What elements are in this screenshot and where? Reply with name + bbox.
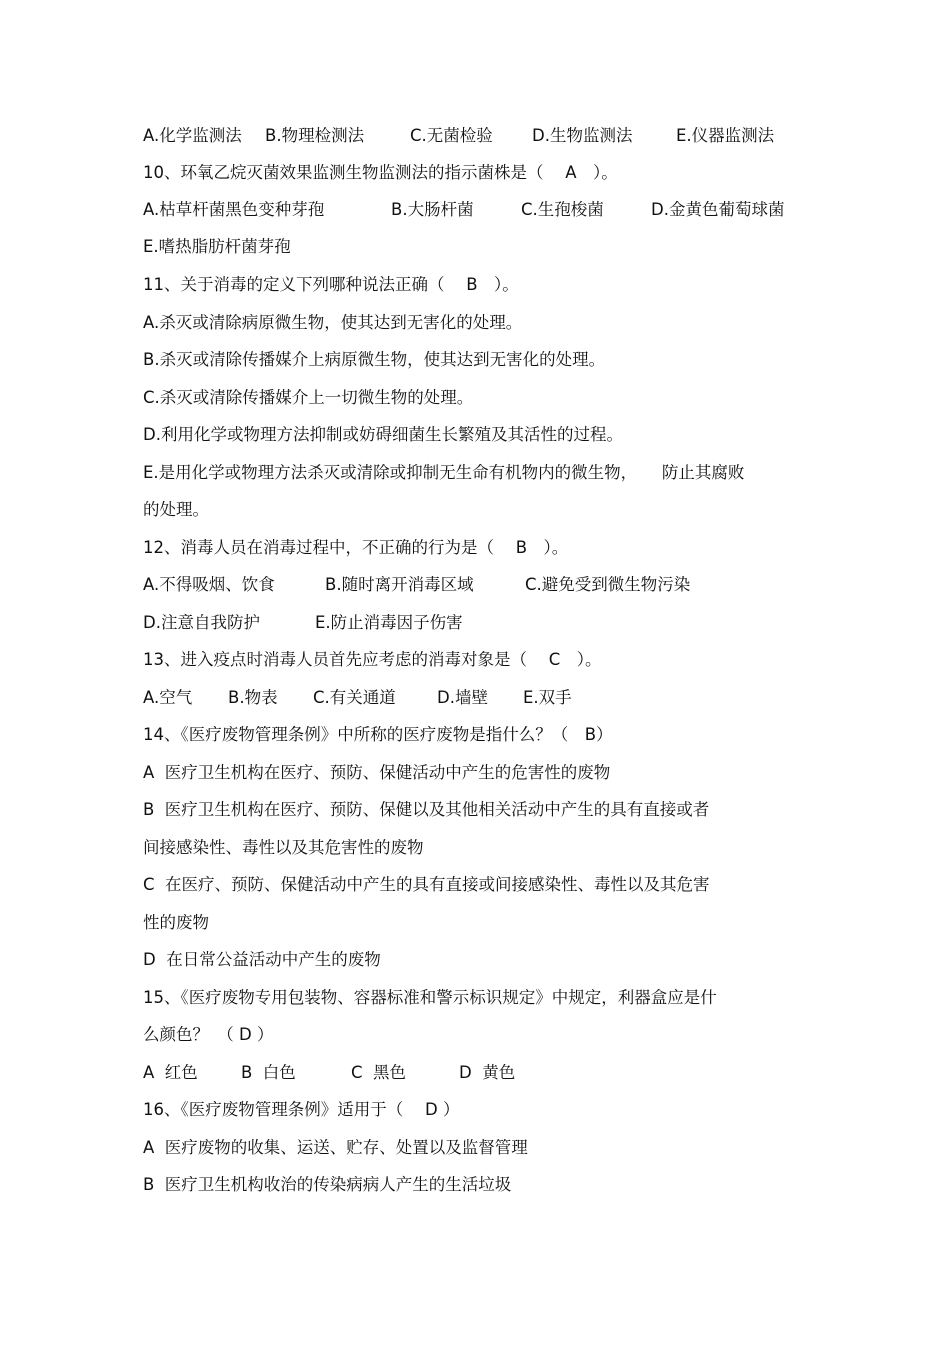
q9-option-e: E.仪器监测法 bbox=[676, 126, 775, 145]
q14-option-d: D 在日常公益活动中产生的废物 bbox=[143, 950, 381, 969]
q14-option-a: A 医疗卫生机构在医疗、预防、保健活动中产生的危害性的废物 bbox=[143, 763, 611, 782]
q11-option-b: B.杀灭或清除传播媒介上病原微生物，使其达到无害化的处理。 bbox=[143, 350, 606, 369]
question-13: 13、进入疫点时消毒人员首先应考虑的消毒对象是（ C ）。 bbox=[143, 650, 602, 669]
q12-option-b: B.随时离开消毒区域 bbox=[325, 575, 474, 594]
q16-option-b: B 医疗卫生机构收治的传染病病人产生的生活垃圾 bbox=[143, 1175, 512, 1194]
q14-option-c-cont: 性的废物 bbox=[143, 913, 209, 932]
q13-options-row bbox=[143, 686, 572, 710]
q14-option-c: C 在医疗、预防、保健活动中产生的具有直接或间接感染性、毒性以及其危害 bbox=[143, 875, 710, 894]
q15-option-b: B 白色 bbox=[241, 1063, 296, 1082]
q15-option-d: D 黄色 bbox=[459, 1063, 516, 1082]
question-10: 10、环氧乙烷灭菌效果监测生物监测法的指示菌株是（ A ）。 bbox=[143, 163, 618, 182]
q9-option-a: A.化学监测法 bbox=[143, 126, 242, 145]
q12-option-d: D.注意自我防护 bbox=[143, 613, 260, 632]
q13-option-e: E.双手 bbox=[523, 688, 572, 707]
q14-option-b: B 医疗卫生机构在医疗、预防、保健以及其他相关活动中产生的具有直接或者 bbox=[143, 800, 710, 819]
q10-option-b: B.大肠杆菌 bbox=[391, 200, 474, 219]
q16-option-a: A 医疗废物的收集、运送、贮存、处置以及监督管理 bbox=[143, 1138, 528, 1157]
q11-option-e-cont: 的处理。 bbox=[143, 500, 209, 519]
q10-option-e: E.嗜热脂肪杆菌芽孢 bbox=[143, 237, 291, 256]
q10-option-a: A.枯草杆菌黑色变种芽孢 bbox=[143, 200, 325, 219]
q11-option-c: C.杀灭或清除传播媒介上一切微生物的处理。 bbox=[143, 388, 474, 407]
q14-option-b-cont: 间接感染性、毒性以及其危害性的废物 bbox=[143, 838, 424, 857]
q11-option-d: D.利用化学或物理方法抑制或妨碍细菌生长繁殖及其活性的过程。 bbox=[143, 425, 623, 444]
q11-option-e: E.是用化学或物理方法杀灭或清除或抑制无生命有机物内的微生物， 防止其腐败 bbox=[143, 463, 745, 482]
q10-options-row bbox=[143, 198, 784, 222]
q15-option-a: A 红色 bbox=[143, 1063, 198, 1082]
q9-option-b: B.物理检测法 bbox=[265, 126, 365, 145]
q11-option-a: A.杀灭或清除病原微生物，使其达到无害化的处理。 bbox=[143, 313, 523, 332]
q10-option-d: D.金黄色葡萄球菌 bbox=[651, 200, 785, 219]
q12-option-a: A.不得吸烟、饮食 bbox=[143, 575, 275, 594]
q10-option-e-row bbox=[143, 235, 291, 259]
question-14: 14、《医疗废物管理条例》中所称的医疗废物是指什么？（ B） bbox=[143, 725, 613, 744]
q13-option-b: B.物表 bbox=[228, 688, 278, 707]
q13-option-c: C.有关通道 bbox=[313, 688, 396, 707]
q12-option-e: E.防止消毒因子伤害 bbox=[315, 613, 463, 632]
q9-option-c: C.无菌检验 bbox=[410, 126, 493, 145]
q13-option-d: D.墙壁 bbox=[437, 688, 488, 707]
q13-option-a: A.空气 bbox=[143, 688, 193, 707]
q12-options-row-2 bbox=[143, 611, 463, 635]
question-16: 16、《医疗废物管理条例》适用于（ D ） bbox=[143, 1100, 460, 1119]
question-15: 15、《医疗废物专用包装物、容器标准和警示标识规定》中规定，利器盒应是什 bbox=[143, 988, 717, 1007]
question-11: 11、关于消毒的定义下列哪种说法正确（ B ）。 bbox=[143, 275, 519, 294]
q9-options-row bbox=[143, 124, 774, 148]
q15-option-c: C 黑色 bbox=[351, 1063, 407, 1082]
q10-option-c: C.生孢梭菌 bbox=[521, 200, 604, 219]
question-15-cont: 么颜色？ （ D ） bbox=[143, 1025, 274, 1044]
q9-option-d: D.生物监测法 bbox=[532, 126, 633, 145]
q12-option-c: C.避免受到微生物污染 bbox=[525, 575, 691, 594]
q15-options-row bbox=[143, 1061, 515, 1085]
q12-options-row-1 bbox=[143, 573, 690, 597]
question-12: 12、消毒人员在消毒过程中，不正确的行为是（ B ）。 bbox=[143, 538, 569, 557]
